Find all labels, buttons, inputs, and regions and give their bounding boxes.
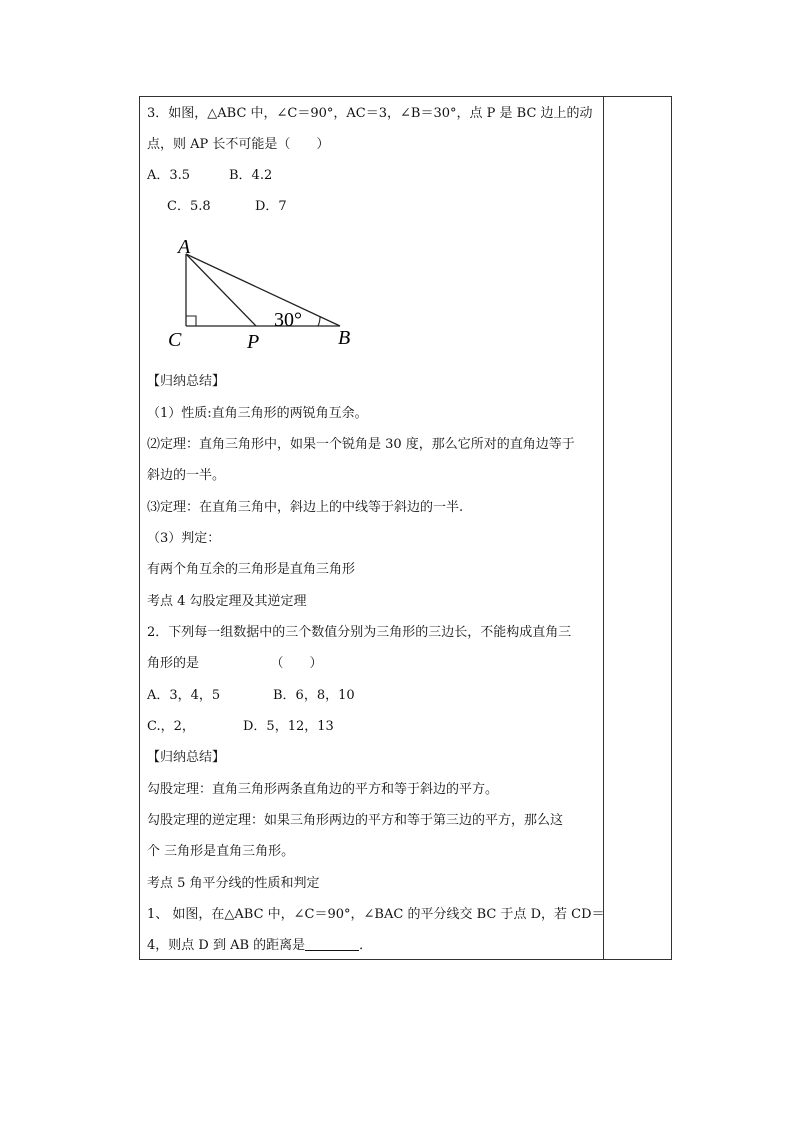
topic5-q1-line-2 [147,936,372,956]
label-a: A [178,236,191,258]
summary1-item-2-line-2: 斜边的一半。 [147,468,226,483]
right-angle-mark [186,316,196,326]
summary1-item-3: ⑶定理：在直角三角中，斜边上的中线等于斜边的一半. [147,500,464,515]
summary1-heading: 【归纳总结】 [147,374,226,389]
q3-option-d: D．7 [255,199,287,214]
segment-ap [186,254,256,326]
summary2-heading: 【归纳总结】 [147,750,226,765]
topic5-q1-line-1: 1、 如图，在△ABC 中，∠C＝90°，∠BAC 的平分线交 BC 于点 D，若 CD＝ [147,907,605,922]
q3-option-b: B．4.2 [229,168,273,183]
summary1-item-5: 有两个角互余的三角形是直角三角形 [147,562,356,577]
q3-option-a: A．3.5 [147,168,191,183]
topic4-option-b: B．6，8，10 [273,688,355,703]
summary1-item-4: （3）判定： [147,531,221,546]
angle-arc [318,316,320,326]
column-divider [603,96,604,960]
q3-line-1: 3．如图，△ABC 中，∠C＝90°，AC＝3，∠B＝30°，点 P 是 BC 边上的动 [147,106,593,121]
topic4-title: 考点 4 勾股定理及其逆定理 [147,594,307,609]
q3-option-c: C．5.8 [167,199,211,214]
q3-line-2: 点，则 AP 长不可能是（ ） [147,137,330,152]
topic5-q1-line-2-end: ． [359,938,373,953]
topic5-q1-line-2-text: 4，则点 D 到 AB 的距离是 [147,938,306,953]
angle-label: 30° [274,309,302,331]
summary2-line-2: 勾股定理的逆定理：如果三角形两边的平方和等于第三边的平方，那么这 [147,813,564,828]
label-c: C [168,329,182,351]
topic4-option-a: A．3，4，5 [147,688,221,703]
topic4-option-d: D．5，12，13 [243,719,334,734]
topic4-option-c: C.，2， [147,719,195,734]
triangle-figure [160,234,360,354]
summary1-item-2-line-1: ⑵定理：直角三角形中，如果一个锐角是 30 度，那么它所对的直角边等于 [147,437,575,452]
summary2-line-3: 个 三角形是直角三角形。 [147,844,295,859]
label-p: P [247,331,260,353]
summary2-line-1: 勾股定理：直角三角形两条直角边的平方和等于斜边的平方。 [147,782,499,797]
topic5-title: 考点 5 角平分线的性质和判定 [147,876,320,891]
summary1-item-1: （1）性质:直角三角形的两锐角互余。 [147,406,368,421]
side-ab [186,254,340,326]
label-b: B [338,327,351,349]
answer-blank[interactable] [305,936,359,951]
topic4-q2-line-1: 2．下列每一组数据中的三个数值分别为三角形的三边长，不能构成直角三 [147,625,572,640]
topic4-q2-line-2: 角形的是 （ ） [147,656,323,671]
